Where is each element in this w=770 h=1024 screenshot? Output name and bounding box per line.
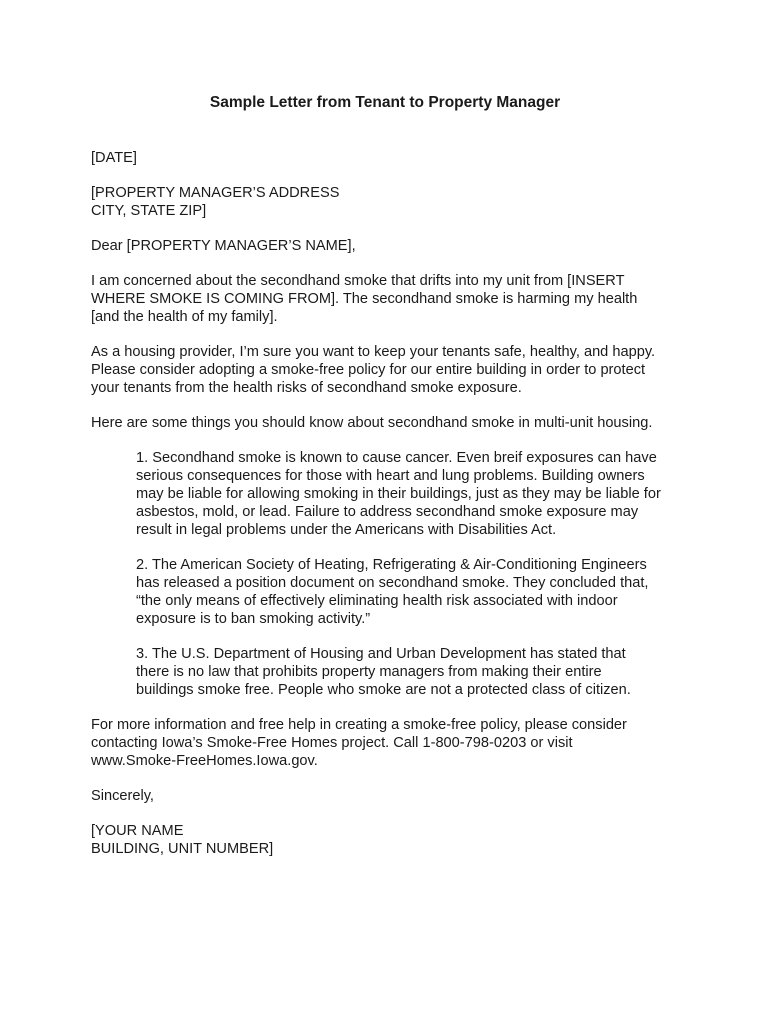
list-item-1 — [136, 449, 711, 539]
list-item-line: serious consequences for those with heart and lung problems. Building owners — [136, 468, 645, 484]
date-line: [DATE] — [91, 150, 137, 166]
paragraph-line: contacting Iowa’s Smoke-Free Homes project. Call 1-800-798-0203 or visit — [91, 735, 573, 751]
list-item-line: result in legal problems under the Americans with Disabilities Act. — [136, 522, 557, 538]
address-line-2: CITY, STATE ZIP] — [91, 203, 207, 219]
paragraph-more-info — [91, 716, 711, 770]
list-item-line: exposure is to ban smoking activity.” — [136, 611, 371, 627]
list-item-2 — [136, 556, 711, 628]
list-item-3 — [136, 645, 711, 699]
list-item-line: “the only means of effectively eliminating health risk associated with indoor — [136, 593, 618, 609]
paragraph-line: your tenants from the health risks of secondhand smoke exposure. — [91, 380, 522, 396]
list-item-line: has released a position document on secondhand smoke. They concluded that, — [136, 575, 649, 591]
address-line-1: [PROPERTY MANAGER’S ADDRESS — [91, 185, 340, 201]
paragraph-request — [91, 343, 711, 397]
salutation: Dear [PROPERTY MANAGER’S NAME], — [91, 238, 356, 254]
list-item-line: buildings smoke free. People who smoke are not a protected class of citizen. — [136, 682, 631, 698]
list-item-line: 3. The U.S. Department of Housing and Urban Development has stated that — [136, 646, 626, 662]
signature-line-2: BUILDING, UNIT NUMBER] — [91, 841, 274, 857]
signature-line-1: [YOUR NAME — [91, 823, 184, 839]
closing: Sincerely, — [91, 788, 154, 804]
letter-title: Sample Letter from Tenant to Property Manager — [209, 94, 561, 111]
address-block — [91, 184, 711, 220]
paragraph-line: Please consider adopting a smoke-free policy for our entire building in order to protect — [91, 362, 646, 378]
list-item-line: 1. Secondhand smoke is known to cause cancer. Even breif exposures can have — [136, 450, 657, 466]
letter-body — [91, 149, 711, 875]
paragraph-line: www.Smoke-FreeHomes.Iowa.gov. — [91, 753, 318, 769]
list-item-line: there is no law that prohibits property managers from making their entire — [136, 664, 602, 680]
paragraph-line: WHERE SMOKE IS COMING FROM]. The secondhand smoke is harming my health — [91, 291, 638, 307]
paragraph-intro-list: Here are some things you should know about secondhand smoke in multi-unit housing. — [91, 415, 653, 431]
signature-block — [91, 822, 711, 858]
list-item-line: may be liable for allowing smoking in their buildings, just as they may be liable for — [136, 486, 661, 502]
paragraph-line: As a housing provider, I’m sure you want to keep your tenants safe, healthy, and happy. — [91, 344, 656, 360]
list-item-line: asbestos, mold, or lead. Failure to address secondhand smoke exposure may — [136, 504, 639, 520]
paragraph-line: [and the health of my family]. — [91, 309, 278, 325]
paragraph-line: I am concerned about the secondhand smoke that drifts into my unit from [INSERT — [91, 273, 625, 289]
paragraph-line: For more information and free help in creating a smoke-free policy, please consider — [91, 717, 627, 733]
paragraph-concern — [91, 272, 711, 326]
list-item-line: 2. The American Society of Heating, Refrigerating & Air-Conditioning Engineers — [136, 557, 647, 573]
